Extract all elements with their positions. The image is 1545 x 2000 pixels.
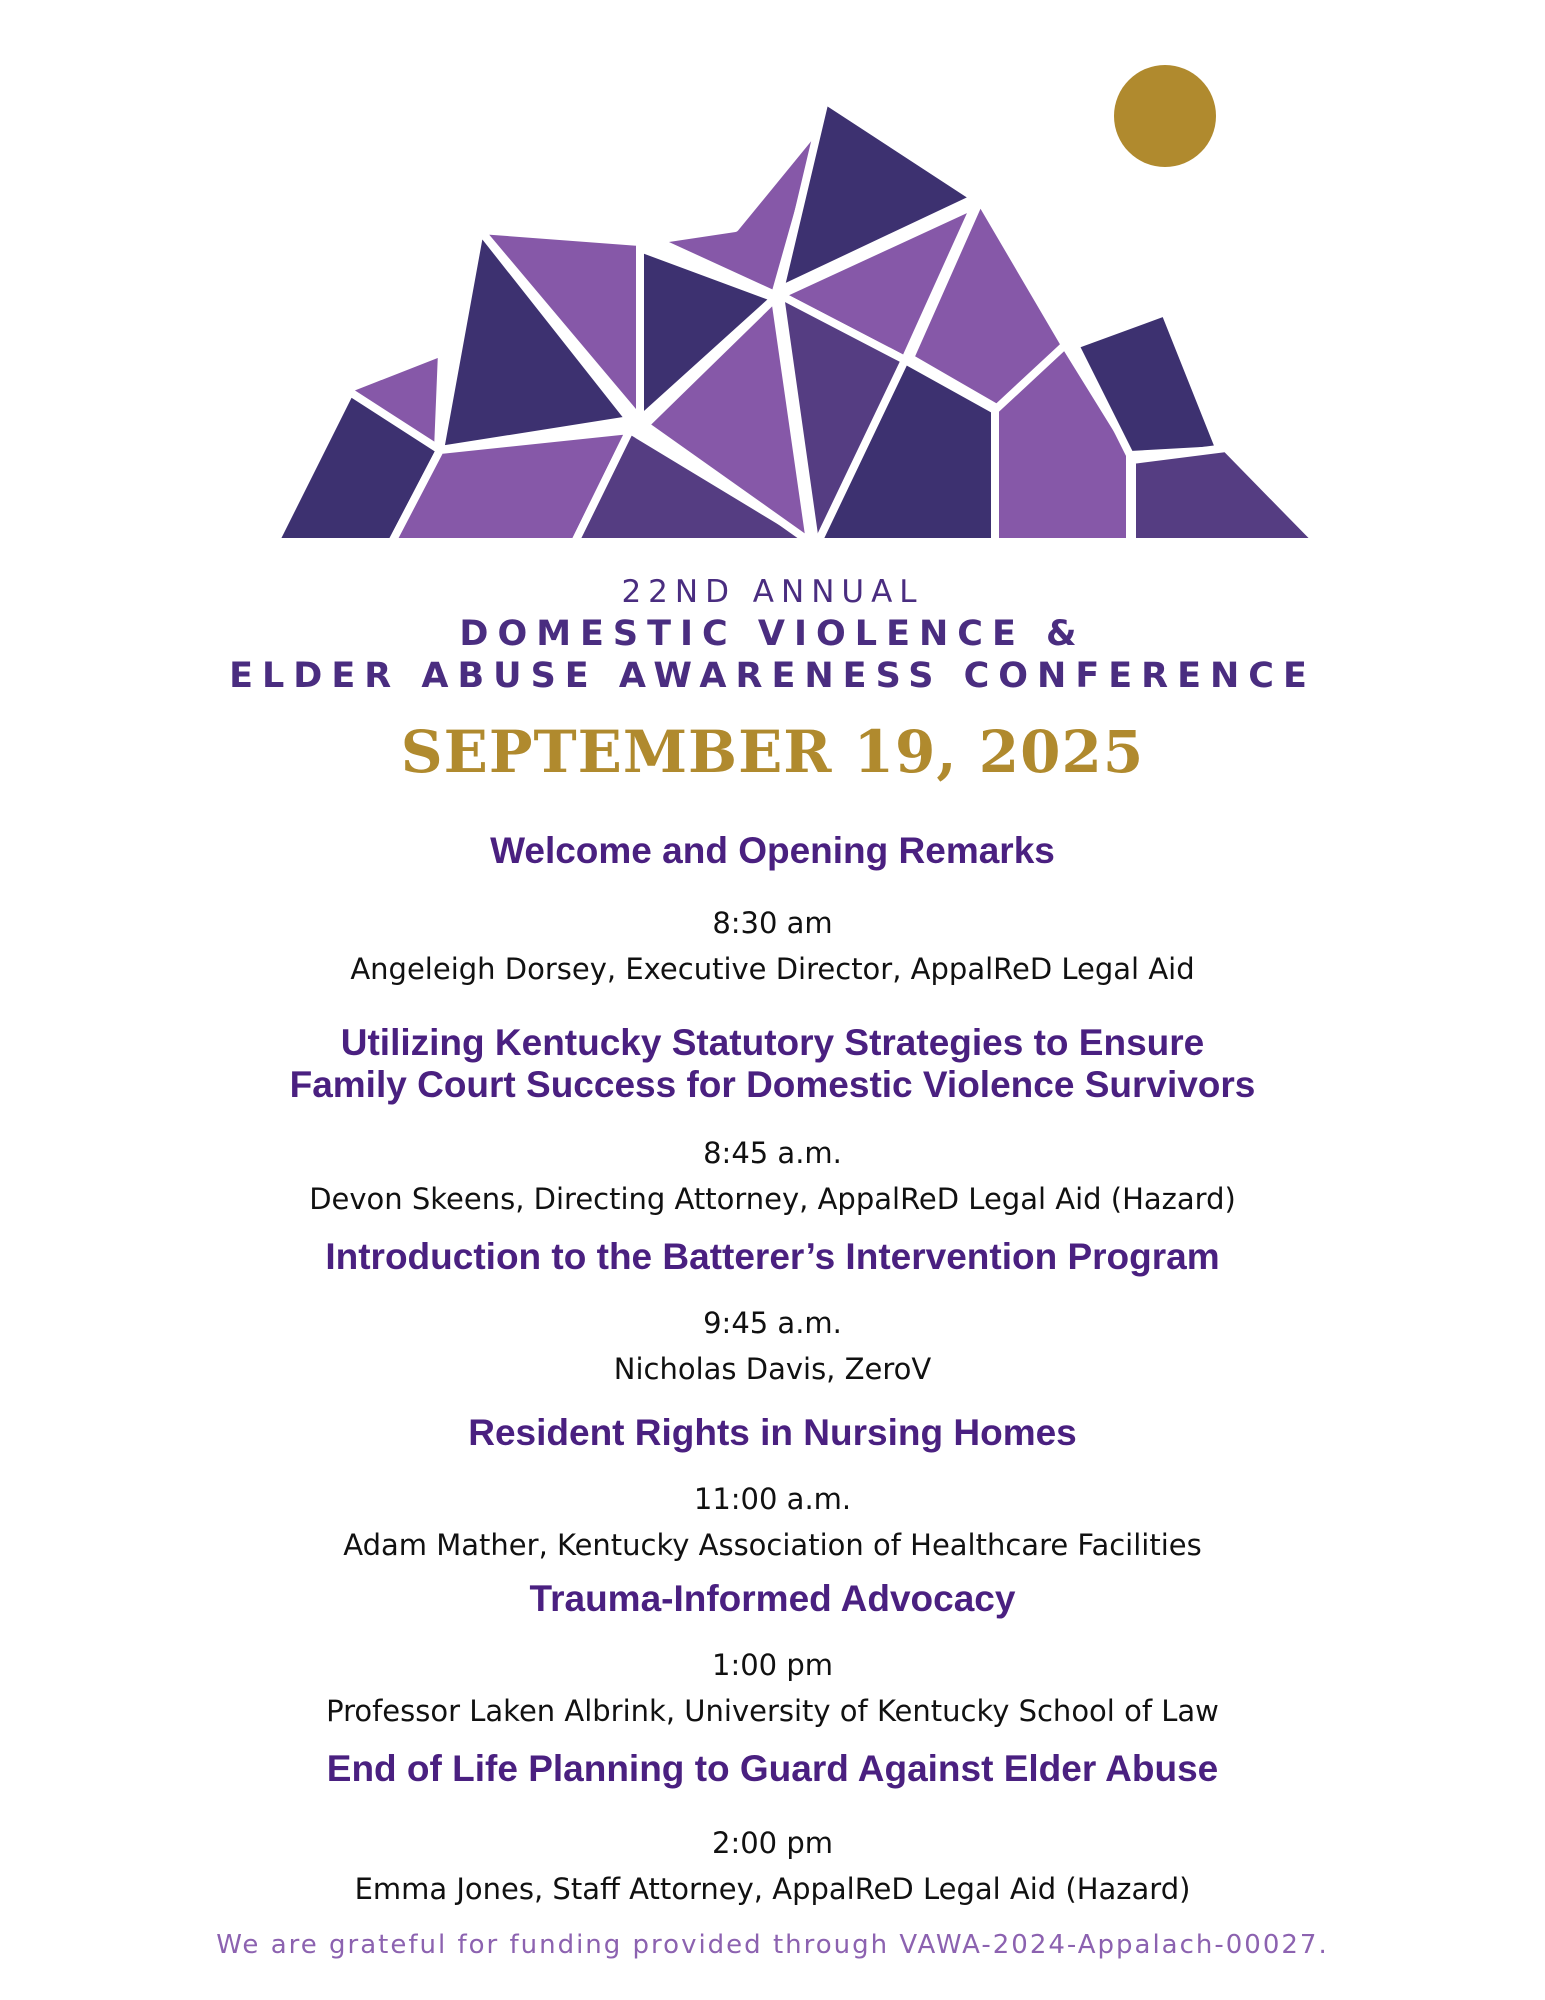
- session-time: 1:00 pm: [712, 1648, 833, 1682]
- session-title: Trauma-Informed Advocacy: [529, 1578, 1016, 1619]
- conference-title-line1: DOMESTIC VIOLENCE &: [459, 614, 1086, 654]
- session-speaker: Adam Mather, Kentucky Association of Healthcare Facilities: [343, 1528, 1202, 1562]
- funding-note: We are grateful for funding provided through VAWA-2024-Appalach-00027.: [216, 1930, 1329, 1960]
- session-title: Welcome and Opening Remarks: [490, 830, 1055, 871]
- session-title: Resident Rights in Nursing Homes: [468, 1412, 1077, 1453]
- geometric-mountain-logo-icon: [0, 0, 1545, 560]
- session-time: 8:45 a.m.: [703, 1136, 842, 1170]
- sun-icon: [1114, 65, 1216, 167]
- facet: [1132, 448, 1318, 542]
- session-speaker: Professor Laken Albrink, University of Kentucky School of Law: [326, 1694, 1219, 1728]
- session-time: 9:45 a.m.: [703, 1306, 842, 1340]
- session-speaker: Devon Skeens, Directing Attorney, AppalReD Legal Aid (Hazard): [309, 1182, 1236, 1216]
- session-speaker: Angeleigh Dorsey, Executive Director, AppalReD Legal Aid: [350, 952, 1195, 986]
- session-speaker: Nicholas Davis, ZeroV: [613, 1352, 932, 1386]
- conference-date: SEPTEMBER 19, 2025: [400, 718, 1145, 786]
- session-time: 8:30 am: [712, 906, 833, 940]
- session-speaker: Emma Jones, Staff Attorney, AppalReD Legal Aid (Hazard): [354, 1872, 1191, 1906]
- session-time: 11:00 a.m.: [693, 1482, 852, 1516]
- session-title: End of Life Planning to Guard Against Elder Abuse: [326, 1748, 1219, 1789]
- session-title: Introduction to the Batterer’s Intervention Program: [325, 1236, 1220, 1277]
- session-title: Family Court Success for Domestic Violence Survivors: [289, 1064, 1256, 1105]
- session-title: Utilizing Kentucky Statutory Strategies to Ensure: [340, 1022, 1205, 1063]
- conference-title-line2: ELDER ABUSE AWARENESS CONFERENCE: [229, 656, 1316, 696]
- session-time: 2:00 pm: [712, 1826, 833, 1860]
- conference-edition: 22ND ANNUAL: [621, 574, 924, 610]
